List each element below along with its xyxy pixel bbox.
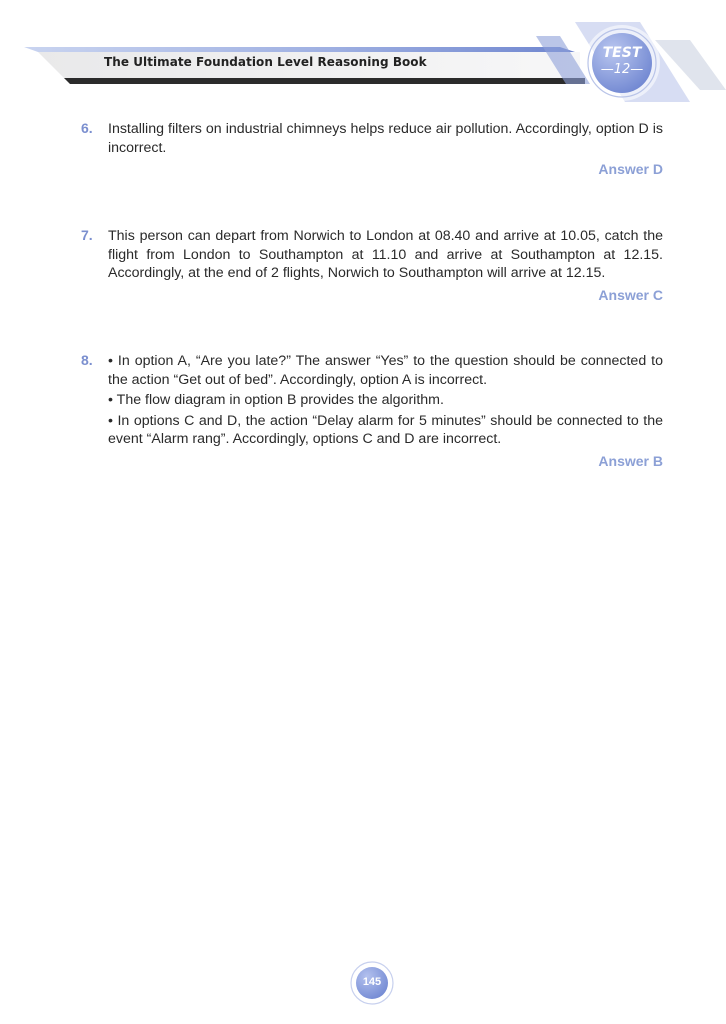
item-number: 6.: [81, 120, 93, 136]
answer-label: Answer C: [598, 286, 663, 303]
explanation-paragraph: • In option A, “Are you late?” The answer “Yes” to the question should be connected to the action “Get out of bed”. Accordingly, option A is incorrect.: [108, 353, 663, 388]
answer-item-6: [81, 120, 663, 179]
item-number: 7.: [81, 227, 93, 243]
explanation-paragraph: • The flow diagram in option B provides the algorithm.: [108, 392, 444, 408]
item-number: 8.: [81, 352, 93, 368]
answer-item-8: [81, 352, 663, 470]
explanation-paragraph: Installing filters on industrial chimneys helps reduce air pollution. Accordingly, option D is incorrect.: [108, 121, 663, 156]
book-title: The Ultimate Foundation Level Reasoning Book: [104, 55, 427, 69]
answer-label: Answer D: [598, 161, 663, 177]
page-number: 145: [362, 976, 382, 988]
answer-label: Answer B: [598, 452, 663, 469]
explanation-paragraph: • In options C and D, the action “Delay alarm for 5 minutes” should be connected to the event “Alarm rang”. Accordingly, options C and D are incorrect.: [108, 412, 663, 447]
explanation-paragraph: This person can depart from Norwich to London at 08.40 and arrive at 10.05, catch the flight from London to Southampton at 11.10 and arrive at Southampton at 12.15. Accordingly, at the end of 2 flights, Norwich to Southampton will arrive at 12.15.: [108, 228, 663, 281]
badge-test-number: —12—: [600, 62, 644, 77]
badge-test-text: TEST: [602, 45, 642, 61]
test-badge-label: [590, 44, 654, 78]
answer-item-7: [81, 227, 663, 304]
